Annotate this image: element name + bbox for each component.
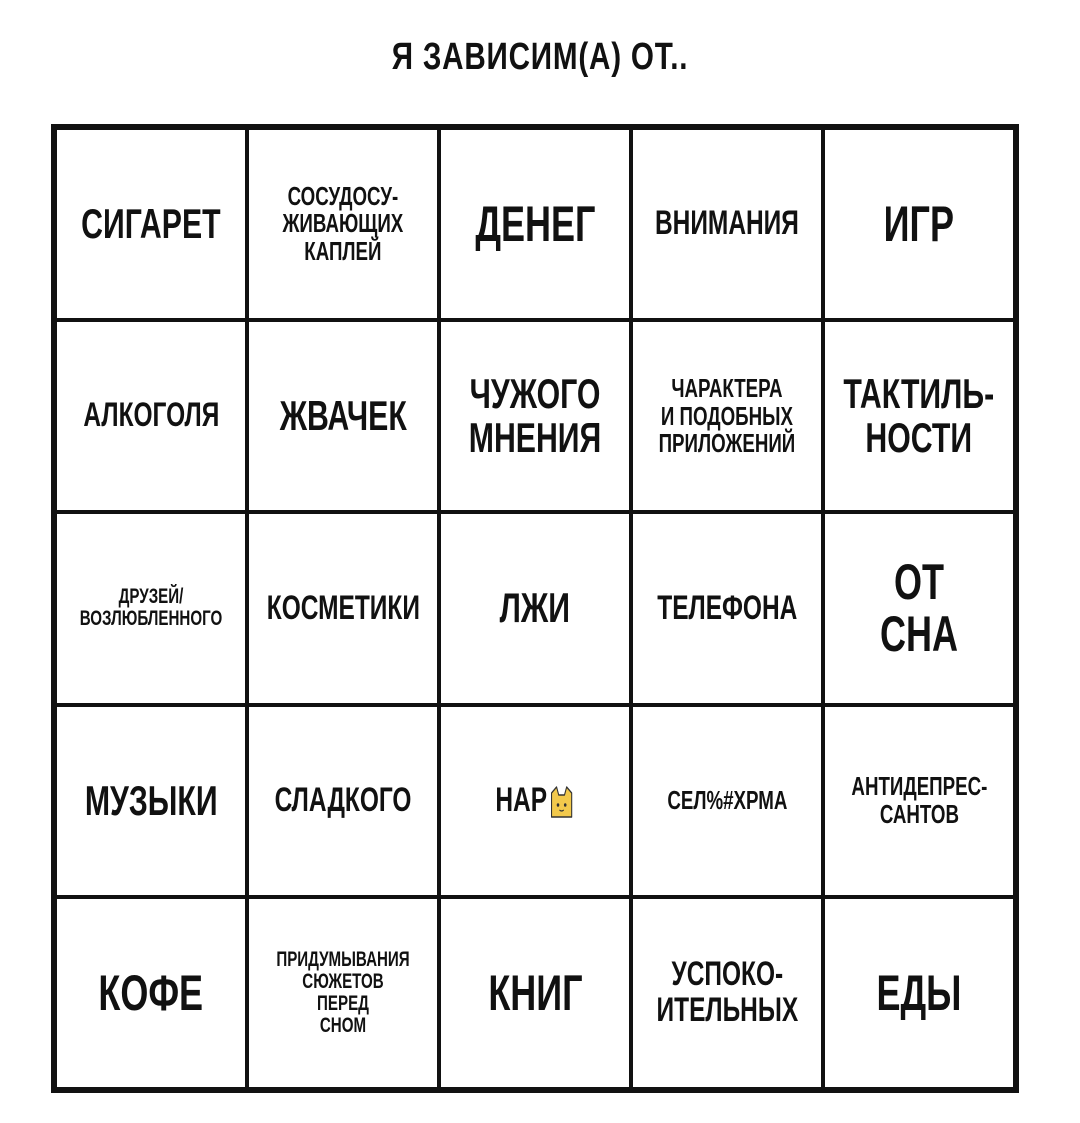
cell-label: ЛЖИ [499, 584, 571, 632]
cell-label: ОТ СНА [879, 553, 958, 663]
bingo-cell-sleep[interactable] [823, 512, 1015, 704]
bingo-grid [51, 124, 1019, 1093]
bingo-cell-bedtime-plots[interactable] [247, 897, 439, 1089]
bingo-cell-lies[interactable] [439, 512, 631, 704]
bingo-cell-gum[interactable] [247, 320, 439, 512]
cell-label: ПРИДУМЫВАНИЯ СЮЖЕТОВ ПЕРЕД СНОМ [276, 947, 410, 1037]
bingo-cell-sedatives[interactable] [631, 897, 823, 1089]
bingo-cell-censored-drugs[interactable] [439, 705, 631, 897]
page-title: Я ЗАВИСИМ(А) ОТ.. [391, 36, 689, 78]
cell-label: КНИГ [487, 964, 583, 1021]
cell-label: СИГАРЕТ [81, 200, 221, 248]
bingo-cell-cigarettes[interactable] [55, 128, 247, 320]
cell-label: ЖВАЧЕК [279, 392, 407, 440]
cat-face-icon [549, 785, 575, 819]
bingo-cell-books[interactable] [439, 897, 631, 1089]
cell-label: УСПОКО- ИТЕЛЬНЫХ [656, 955, 798, 1029]
cell-label: СЛАДКОГО [274, 780, 412, 819]
cell-label: ЧАРАКТЕРА И ПОДОБНЫХ ПРИЛОЖЕНИЙ [658, 373, 796, 458]
bingo-cell-friends-lover[interactable] [55, 512, 247, 704]
bingo-cell-tactility[interactable] [823, 320, 1015, 512]
bingo-cell-alcohol[interactable] [55, 320, 247, 512]
cell-label: ЕДЫ [876, 964, 962, 1021]
cell-label: СЕЛ%#ХРМА [666, 785, 788, 816]
cell-label: НАР [495, 783, 574, 819]
bingo-cell-food[interactable] [823, 897, 1015, 1089]
bingo-cell-attention[interactable] [631, 128, 823, 320]
bingo-cell-sweets[interactable] [247, 705, 439, 897]
bingo-cell-others-opinion[interactable] [439, 320, 631, 512]
cell-label: АНТИДЕПРЕС- САНТОВ [851, 771, 987, 829]
cell-label: ТАКТИЛЬ- НОСТИ [843, 370, 995, 462]
bingo-cell-music[interactable] [55, 705, 247, 897]
cell-label: ДРУЗЕЙ/ ВОЗЛЮБЛЕННОГО [79, 585, 223, 631]
cell-label: ДЕНЕГ [474, 195, 596, 252]
bingo-cell-coffee[interactable] [55, 897, 247, 1089]
cell-label: АЛКОГОЛЯ [83, 396, 219, 435]
bingo-cell-phone[interactable] [631, 512, 823, 704]
bingo-cell-games[interactable] [823, 128, 1015, 320]
bingo-cell-antidepressants[interactable] [823, 705, 1015, 897]
bingo-cell-vasoconstrictor-drops[interactable] [247, 128, 439, 320]
cell-label: ВНИМАНИЯ [655, 204, 799, 243]
cell-label: КОФЕ [98, 964, 204, 1021]
cell-label: ИГР [883, 195, 955, 252]
cell-label: СОСУДОСУ- ЖИВАЮЩИХ КАПЛЕЙ [282, 181, 404, 266]
cell-label: ТЕЛЕФОНА [656, 588, 798, 627]
cell-label: МУЗЫКИ [84, 776, 218, 824]
bingo-cell-money[interactable] [439, 128, 631, 320]
cell-label: ЧУЖОГО МНЕНИЯ [468, 370, 602, 462]
bingo-cell-cosmetics[interactable] [247, 512, 439, 704]
bingo-cell-character-apps[interactable] [631, 320, 823, 512]
cell-label: КОСМЕТИКИ [266, 588, 420, 627]
bingo-cell-censored-word[interactable] [631, 705, 823, 897]
